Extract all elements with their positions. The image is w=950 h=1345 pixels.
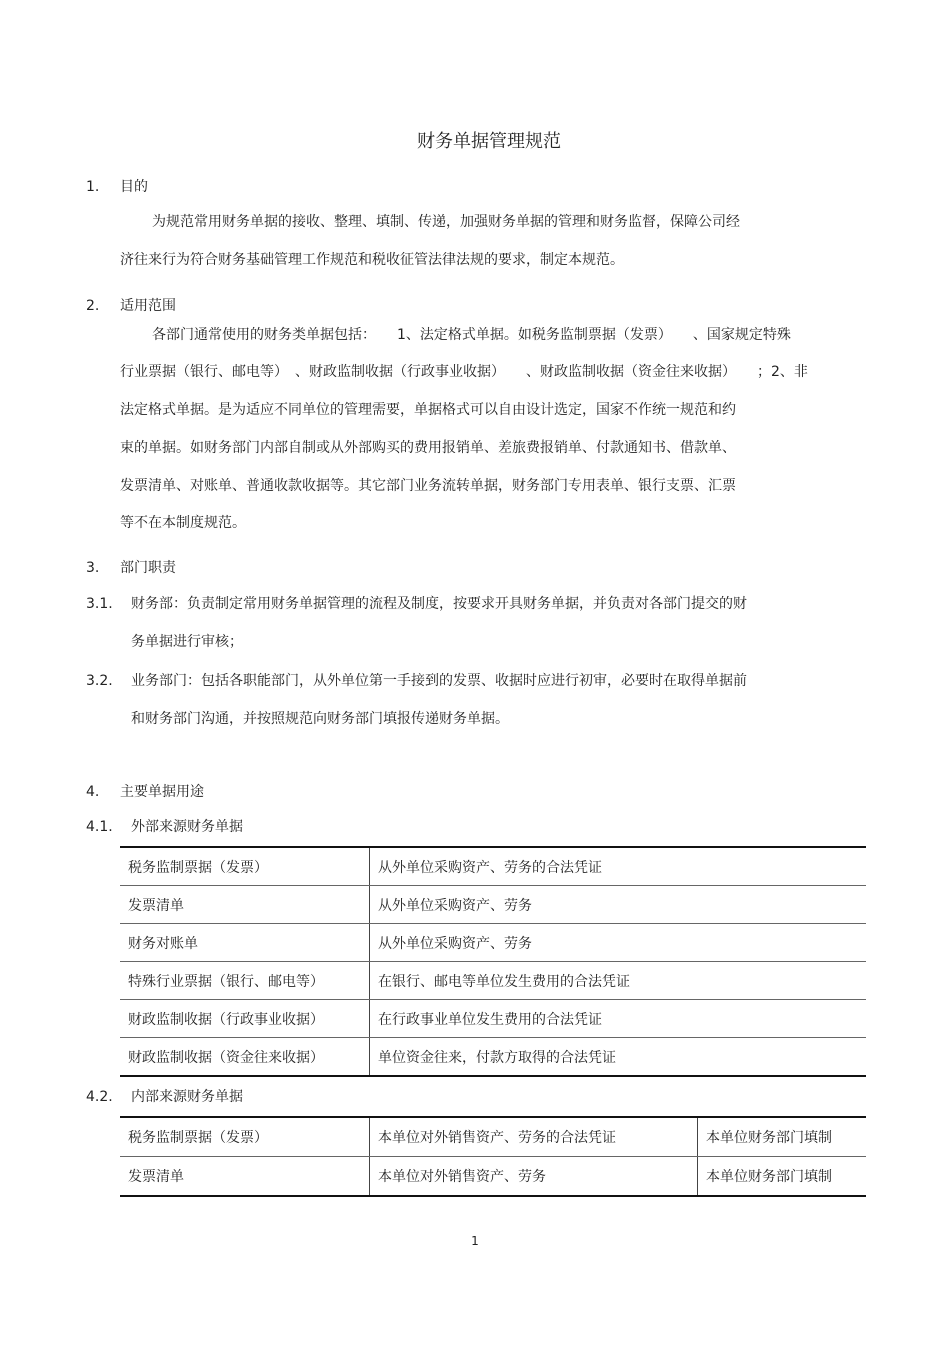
sub-4-1-heading: 外部来源财务单据 bbox=[131, 819, 243, 835]
document-purpose-cell: 本单位对外销售资产、劳务的合法凭证 bbox=[370, 1117, 698, 1157]
document-type-cell: 发票清单 bbox=[120, 886, 370, 924]
section-2-line-1: 各部门通常使用的财务类单据包括： 1、法定格式单据。如税务监制票据（发票） 、国家规定特殊 bbox=[152, 327, 791, 343]
item-3-2-line-2: 和财务部门沟通，并按照规范向财务部门填报传递财务单据。 bbox=[131, 711, 509, 727]
table-row bbox=[120, 1157, 866, 1197]
section-3-heading: 部门职责 bbox=[120, 560, 176, 576]
table-row bbox=[120, 924, 866, 962]
section-1-line-2: 济往来行为符合财务基础管理工作规范和税收征管法律法规的要求，制定本规范。 bbox=[120, 252, 624, 268]
document-purpose-cell: 单位资金往来，付款方取得的合法凭证 bbox=[378, 1049, 616, 1066]
document-issuer-cell: 本单位财务部门填制 bbox=[706, 1169, 832, 1185]
document-type-cell: 税务监制票据（发票） bbox=[120, 1117, 370, 1157]
section-2-line-5: 发票清单、对账单、普通收款收据等。其它部门业务流转单据，财务部门专用表单、银行支票、汇票 bbox=[120, 478, 736, 494]
section-1-heading: 目的 bbox=[120, 179, 148, 195]
section-2-heading: 适用范围 bbox=[120, 298, 176, 314]
document-purpose-cell: 在银行、邮电等单位发生费用的合法凭证 bbox=[370, 962, 867, 1000]
table-row bbox=[120, 886, 866, 924]
section-3-number: 3. bbox=[86, 560, 100, 576]
document-title: 财务单据管理规范 bbox=[417, 131, 561, 152]
document-type-cell: 发票清单 bbox=[120, 1157, 370, 1197]
document-purpose-cell: 从外单位采购资产、劳务 bbox=[370, 886, 867, 924]
section-2-line-3: 法定格式单据。是为适应不同单位的管理需要，单据格式可以自由设计选定，国家不作统一规范和约 bbox=[120, 402, 736, 418]
sub-4-2-number: 4.2. bbox=[86, 1089, 113, 1105]
document-issuer-cell: 本单位财务部门填制 bbox=[698, 1117, 867, 1157]
section-4-heading: 主要单据用途 bbox=[120, 784, 204, 800]
table-row bbox=[120, 1000, 866, 1038]
page-number: 1 bbox=[471, 1234, 479, 1248]
document-type-cell: 财政监制收据（行政事业收据） bbox=[120, 1000, 370, 1038]
item-3-2-number: 3.2. bbox=[86, 673, 113, 689]
section-1-line-1: 为规范常用财务单据的接收、整理、填制、传递，加强财务单据的管理和财务监督，保障公司经 bbox=[152, 214, 740, 230]
section-4-number: 4. bbox=[86, 784, 100, 800]
document-type-cell: 财政监制收据（资金往来收据） bbox=[120, 1038, 370, 1077]
document-purpose-cell: 从外单位采购资产、劳务 bbox=[370, 924, 867, 962]
table-row bbox=[120, 1117, 866, 1157]
section-2-number: 2. bbox=[86, 298, 100, 314]
sub-4-2-heading: 内部来源财务单据 bbox=[131, 1089, 243, 1105]
external-documents-table bbox=[120, 846, 866, 1077]
section-1-number: 1. bbox=[86, 179, 100, 195]
item-3-2-line-1: 业务部门：包括各职能部门，从外单位第一手接到的发票、收据时应进行初审，必要时在取得单据前 bbox=[131, 673, 747, 689]
section-2-line-2: 行业票据（银行、邮电等） 、财政监制收据（行政事业收据） 、财政监制收据（资金往来收据） ；2、非 bbox=[120, 364, 808, 380]
section-2-line-6: 等不在本制度规范。 bbox=[120, 515, 246, 531]
document-type-cell: 特殊行业票据（银行、邮电等） bbox=[120, 962, 370, 1000]
table-row bbox=[120, 962, 866, 1000]
document-purpose-cell: 在行政事业单位发生费用的合法凭证 bbox=[370, 1000, 867, 1038]
item-3-1-line-1: 财务部：负责制定常用财务单据管理的流程及制度，按要求开具财务单据，并负责对各部门提交的财 bbox=[131, 596, 747, 612]
document-purpose-cell: 本单位对外销售资产、劳务 bbox=[370, 1157, 698, 1197]
table-row bbox=[120, 1038, 866, 1077]
section-2-line-4: 束的单据。如财务部门内部自制或从外部购买的费用报销单、差旅费报销单、付款通知书、借款单、 bbox=[120, 440, 736, 456]
item-3-1-line-2: 务单据进行审核； bbox=[131, 634, 243, 650]
internal-documents-table bbox=[120, 1116, 866, 1197]
item-3-1-number: 3.1. bbox=[86, 596, 113, 612]
document-purpose-cell: 从外单位采购资产、劳务的合法凭证 bbox=[370, 847, 867, 886]
document-type-cell: 财务对账单 bbox=[120, 924, 370, 962]
table-row bbox=[120, 847, 866, 886]
sub-4-1-number: 4.1. bbox=[86, 819, 113, 835]
document-type-cell: 税务监制票据（发票） bbox=[120, 847, 370, 886]
